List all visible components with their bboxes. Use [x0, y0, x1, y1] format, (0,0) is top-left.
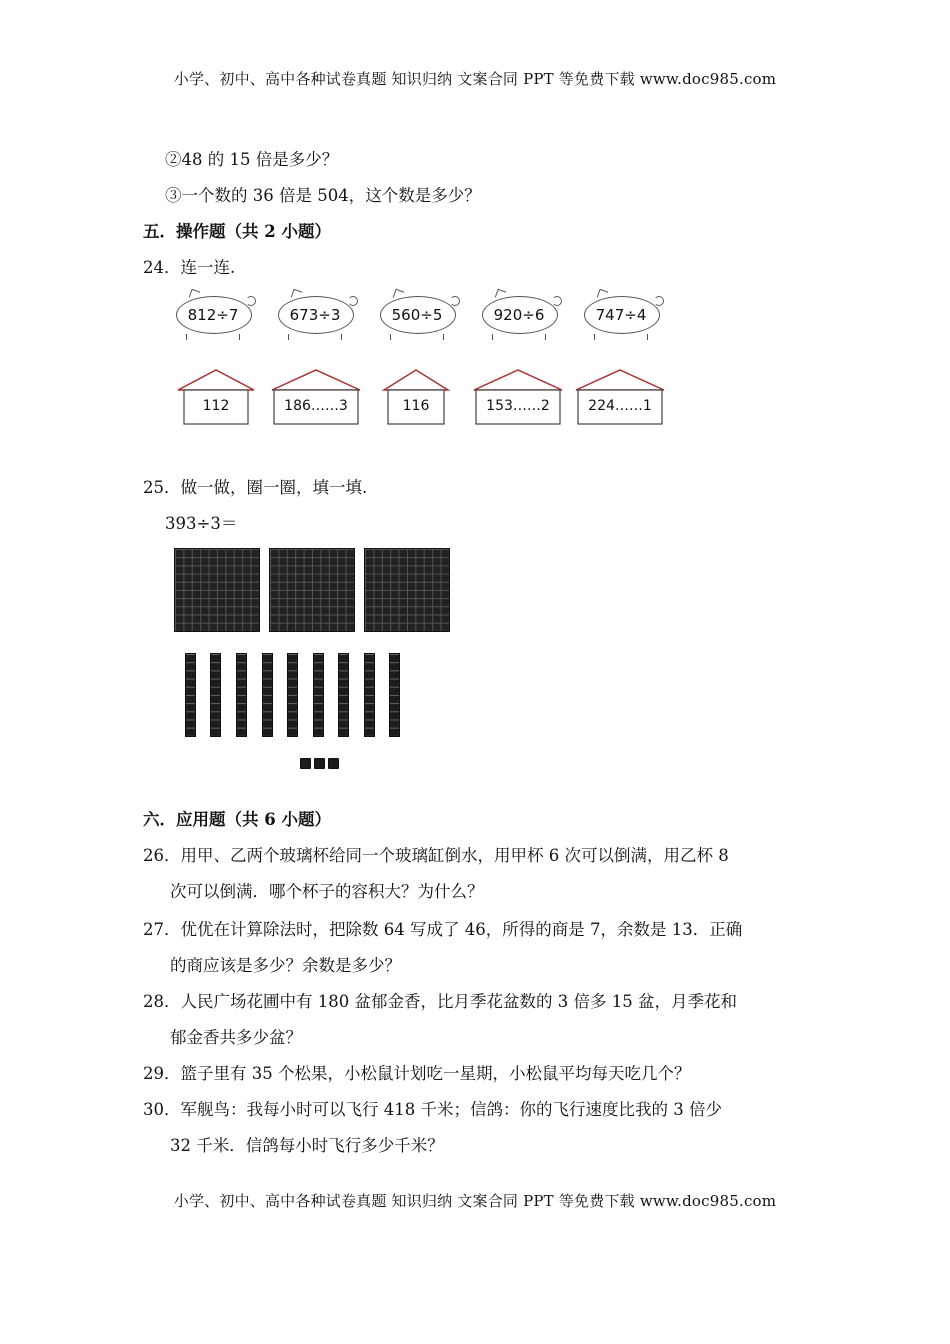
- house-card-5[interactable]: [574, 368, 666, 426]
- pig-card-3[interactable]: [374, 292, 460, 338]
- page-footer: 小学、初中、高中各种试卷真题 知识归纳 文案合同 PPT 等免费下载 www.doc985.com: [173, 1192, 777, 1210]
- q29-line-1: 29．篮子里有 35 个松果，小松鼠计划吃一星期，小松鼠平均每天吃几个？: [143, 1064, 691, 1083]
- q27-line-2: 的商应该是多少？余数是多少？: [170, 956, 401, 975]
- house-outline: [270, 368, 362, 426]
- section-5-title: 五．操作题（共 2 小题）: [143, 222, 331, 241]
- pig-label: 673÷3: [289, 306, 341, 324]
- ten-rod-1[interactable]: [185, 653, 196, 737]
- house-label: 153……2: [486, 398, 550, 414]
- page-header: 小学、初中、高中各种试卷真题 知识归纳 文案合同 PPT 等免费下载 www.doc985.com: [173, 70, 777, 88]
- house-card-2[interactable]: [270, 368, 362, 426]
- q26-line-2: 次可以倒满．哪个杯子的容积大？为什么？: [170, 882, 484, 901]
- pig-card-4[interactable]: [476, 292, 562, 338]
- house-outline: [370, 368, 462, 426]
- one-cube-2[interactable]: [314, 758, 325, 769]
- q27-line-1: 27．优优在计算除法时，把除数 64 写成了 46，所得的商是 7，余数是 13．正确: [143, 920, 743, 939]
- one-cube-1[interactable]: [300, 758, 311, 769]
- house-label: 224……1: [588, 398, 652, 414]
- q26-line-1: 26．用甲、乙两个玻璃杯给同一个玻璃缸倒水，用甲杯 6 次可以倒满，用乙杯 8: [143, 846, 729, 865]
- house-label: 186……3: [284, 398, 348, 414]
- pig-card-2[interactable]: [272, 292, 358, 338]
- ten-rod-2[interactable]: [210, 653, 221, 737]
- q24-text: 24．连一连.: [143, 258, 236, 277]
- ten-rod-5[interactable]: [287, 653, 298, 737]
- house-card-1[interactable]: [170, 368, 262, 426]
- pig-label: 747÷4: [595, 306, 647, 324]
- section-6-title: 六．应用题（共 6 小题）: [143, 810, 331, 829]
- pig-label: 920÷6: [493, 306, 545, 324]
- ten-rod-4[interactable]: [262, 653, 273, 737]
- pig-card-1[interactable]: [170, 292, 256, 338]
- pig-card-5[interactable]: [578, 292, 664, 338]
- q30-line-1: 30．军舰鸟：我每小时可以飞行 418 千米；信鸽：你的飞行速度比我的 3 倍少: [143, 1100, 722, 1119]
- q28-line-2: 郁金香共多少盆？: [170, 1028, 302, 1047]
- house-card-4[interactable]: [472, 368, 564, 426]
- prev-item-3: ③一个数的 36 倍是 504，这个数是多少？: [165, 186, 481, 205]
- ten-rod-3[interactable]: [236, 653, 247, 737]
- ten-rod-6[interactable]: [313, 653, 324, 737]
- pig-label: 812÷7: [187, 306, 239, 324]
- prev-item-2: ②48 的 15 倍是多少？: [165, 150, 339, 169]
- house-outline: [472, 368, 564, 426]
- house-label: 116: [402, 398, 430, 414]
- hundred-block-3[interactable]: [364, 548, 450, 632]
- q30-line-2: 32 千米．信鸽每小时飞行多少千米？: [170, 1136, 444, 1155]
- q25-equation: 393÷3＝: [165, 514, 238, 533]
- house-card-3[interactable]: [370, 368, 462, 426]
- ten-rod-8[interactable]: [364, 653, 375, 737]
- ten-rod-7[interactable]: [338, 653, 349, 737]
- one-cube-3[interactable]: [328, 758, 339, 769]
- house-label: 112: [202, 398, 230, 414]
- house-outline: [170, 368, 262, 426]
- hundred-block-2[interactable]: [269, 548, 355, 632]
- q25-text: 25．做一做，圈一圈，填一填.: [143, 478, 368, 497]
- hundred-block-1[interactable]: [174, 548, 260, 632]
- pig-label: 560÷5: [391, 306, 443, 324]
- ten-rod-9[interactable]: [389, 653, 400, 737]
- house-outline: [574, 368, 666, 426]
- q28-line-1: 28．人民广场花圃中有 180 盆郁金香，比月季花盆数的 3 倍多 15 盆，月季花和: [143, 992, 737, 1011]
